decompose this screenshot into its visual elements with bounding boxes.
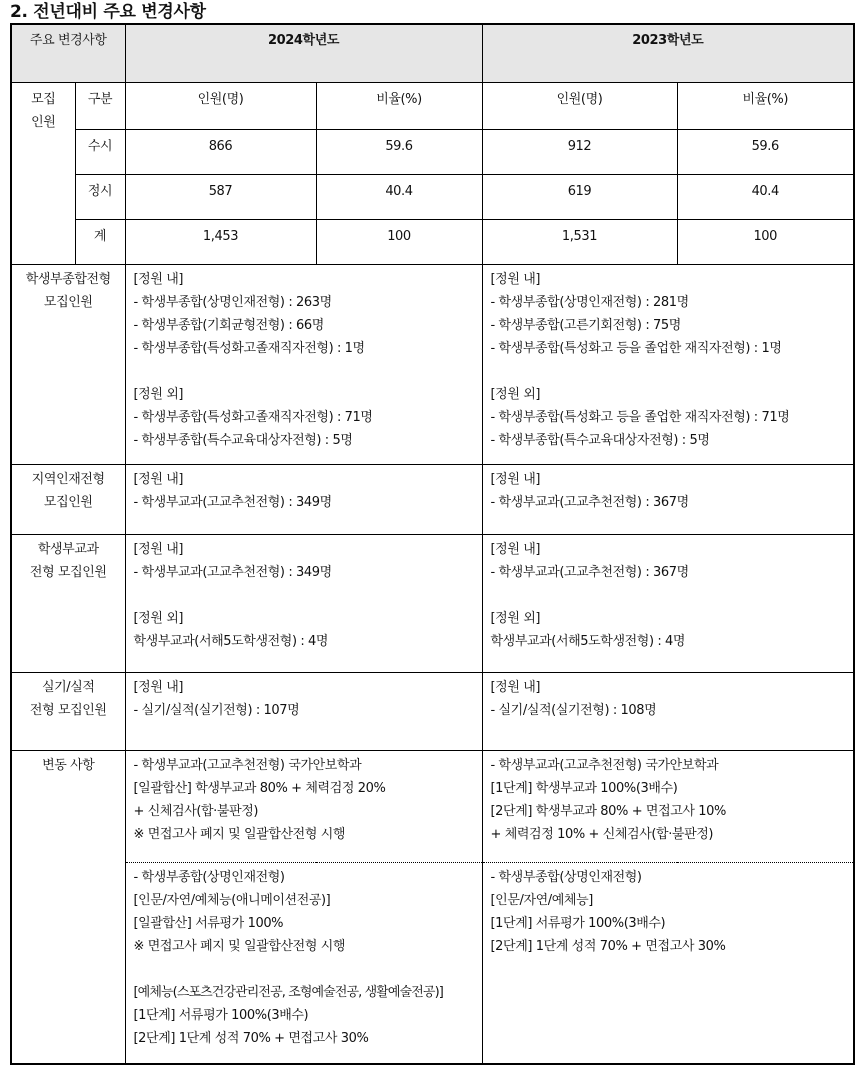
changes-row-1 — [11, 751, 854, 863]
label-line1: 학생부교과 — [37, 542, 99, 557]
subject-label — [11, 535, 125, 673]
text-line: - 학생부교과(고교추천전형) : 349명 — [133, 565, 332, 580]
text-line: - 학생부종합(상명인재전형) : 281명 — [490, 295, 689, 310]
ratio-2024-cell: 100 — [316, 220, 482, 265]
text-line: [인문/자연/예체능(애니메이션전공)] — [133, 893, 331, 908]
header-row — [11, 24, 854, 83]
comprehensive-row — [11, 265, 854, 465]
header-category: 주요 변경사항 — [11, 24, 125, 83]
header-year-2023: 2023학년도 — [482, 24, 854, 83]
recruitment-column-header-row — [11, 83, 854, 130]
spacer — [491, 360, 846, 383]
count-2023-cell: 1,531 — [482, 220, 677, 265]
spacer — [134, 360, 474, 383]
comprehensive-label — [11, 265, 125, 465]
label-line2: 전형 모집인원 — [29, 565, 107, 580]
ratio-2023-cell: 40.4 — [677, 175, 854, 220]
text-line: [정원 내] — [490, 542, 541, 557]
count-header-2023: 인원(명) — [482, 83, 677, 130]
text-line: [정원 외] — [490, 387, 541, 402]
text-line: [1단계] 서류평가 100%(3배수) — [490, 916, 666, 931]
comprehensive-2024 — [125, 265, 482, 465]
count-2023-cell: 912 — [482, 130, 677, 175]
text-line: 학생부교과(서해5도학생전형) : 4명 — [490, 634, 686, 649]
text-line: - 학생부종합(상명인재전형) : 263명 — [133, 295, 332, 310]
spacer — [134, 584, 474, 607]
text-line: [정원 외] — [133, 611, 184, 626]
label-line1: 지역인재전형 — [31, 472, 105, 487]
text-line: - 학생부교과(고교추천전형) 국가안보학과 — [133, 758, 362, 773]
text-line: [일괄합산] 서류평가 100% — [133, 916, 284, 931]
count-2024-cell: 587 — [125, 175, 316, 220]
regional-2023 — [482, 465, 854, 535]
count-2024-cell: 866 — [125, 130, 316, 175]
division-header: 구분 — [75, 83, 125, 130]
changes-2024-part2 — [125, 863, 482, 1064]
text-line: - 학생부종합(상명인재전형) — [490, 870, 642, 885]
text-line: [1단계] 서류평가 100%(3배수) — [133, 1008, 309, 1023]
label-line2: 모집인원 — [43, 495, 93, 510]
text-line: - 학생부종합(특수교육대상자전형) : 5명 — [133, 433, 353, 448]
text-line: [정원 외] — [133, 387, 184, 402]
practical-2023 — [482, 673, 854, 751]
text-line: ※ 면접고사 폐지 및 일괄합산전형 시행 — [133, 827, 346, 842]
recruitment-label-line2: 인원 — [31, 115, 56, 130]
ratio-header-2023: 비율(%) — [677, 83, 854, 130]
text-line: [2단계] 학생부교과 80% + 면접고사 10% — [490, 804, 726, 819]
subject-2024 — [125, 535, 482, 673]
subject-row — [11, 535, 854, 673]
ratio-2023-cell: 100 — [677, 220, 854, 265]
changes-label: 변동 사항 — [11, 751, 125, 1064]
text-line: - 학생부종합(기회균형전형) : 66명 — [133, 318, 324, 333]
header-year-2024: 2024학년도 — [125, 24, 482, 83]
text-line: - 학생부교과(고교추천전형) : 367명 — [490, 495, 689, 510]
text-line: [정원 내] — [133, 272, 184, 287]
text-line: [인문/자연/예체능] — [490, 893, 593, 908]
text-line: + 신체검사(합·불판정) — [133, 804, 259, 819]
text-line: + 체력검정 10% + 신체검사(합·불판정) — [490, 827, 714, 842]
text-line: - 학생부종합(특성화고졸재직자전형) : 71명 — [133, 410, 373, 425]
text-line: [2단계] 1단계 성적 70% + 면접고사 30% — [133, 1031, 369, 1046]
text-line: - 학생부교과(고교추천전형) : 349명 — [133, 495, 332, 510]
text-line: [정원 내] — [490, 272, 541, 287]
text-line: [정원 외] — [490, 611, 541, 626]
count-2023-cell: 619 — [482, 175, 677, 220]
text-line: ※ 면접고사 폐지 및 일괄합산전형 시행 — [133, 939, 346, 954]
comprehensive-2023 — [482, 265, 854, 465]
text-line: - 학생부종합(고른기회전형) : 75명 — [490, 318, 681, 333]
regional-row — [11, 465, 854, 535]
text-line: [정원 내] — [133, 542, 184, 557]
text-line: [예체능(스포츠건강관리전공, 조형예술전공, 생활예술전공)] — [133, 985, 443, 1000]
label-line2: 전형 모집인원 — [29, 703, 107, 718]
changes-2024-part1 — [125, 751, 482, 863]
section-title: 2. 전년대비 주요 변경사항 — [10, 2, 206, 22]
practical-2024 — [125, 673, 482, 751]
table-row — [11, 130, 854, 175]
count-2024-cell: 1,453 — [125, 220, 316, 265]
count-header-2024: 인원(명) — [125, 83, 316, 130]
text-line: [정원 내] — [490, 680, 541, 695]
text-line: [정원 내] — [133, 472, 184, 487]
practical-row — [11, 673, 854, 751]
division-cell: 정시 — [75, 175, 125, 220]
text-line: - 실기/실적(실기전형) : 107명 — [133, 703, 300, 718]
ratio-2024-cell: 40.4 — [316, 175, 482, 220]
text-line: - 학생부교과(고교추천전형) : 367명 — [490, 565, 689, 580]
subject-2023 — [482, 535, 854, 673]
ratio-2024-cell: 59.6 — [316, 130, 482, 175]
text-line: - 실기/실적(실기전형) : 108명 — [490, 703, 657, 718]
table-row-total — [11, 220, 854, 265]
text-line: 학생부교과(서해5도학생전형) : 4명 — [133, 634, 329, 649]
text-line: - 학생부교과(고교추천전형) 국가안보학과 — [490, 758, 719, 773]
spacer — [491, 584, 846, 607]
changes-table — [10, 23, 855, 1065]
label-line1: 실기/실적 — [41, 680, 95, 695]
text-line: - 학생부종합(특성화고졸재직자전형) : 1명 — [133, 341, 365, 356]
label-line2: 모집인원 — [43, 295, 93, 310]
regional-2024 — [125, 465, 482, 535]
text-line: [일괄합산] 학생부교과 80% + 체력검정 20% — [133, 781, 386, 796]
text-line: - 학생부종합(특성화고 등을 졸업한 재직자전형) : 1명 — [490, 341, 782, 356]
changes-2023-part2 — [482, 863, 854, 1064]
spacer — [134, 958, 474, 981]
changes-row-2 — [11, 863, 854, 1064]
division-cell: 수시 — [75, 130, 125, 175]
recruitment-label — [11, 83, 75, 265]
text-line: - 학생부종합(상명인재전형) — [133, 870, 285, 885]
ratio-header-2024: 비율(%) — [316, 83, 482, 130]
ratio-2023-cell: 59.6 — [677, 130, 854, 175]
text-line: [2단계] 1단계 성적 70% + 면접고사 30% — [490, 939, 726, 954]
division-cell: 계 — [75, 220, 125, 265]
text-line: [정원 내] — [133, 680, 184, 695]
recruitment-label-line1: 모집 — [31, 92, 56, 107]
text-line: - 학생부종합(특성화고 등을 졸업한 재직자전형) : 71명 — [490, 410, 790, 425]
table-row — [11, 175, 854, 220]
label-line1: 학생부종합전형 — [25, 272, 111, 287]
text-line: - 학생부종합(특수교육대상자전형) : 5명 — [490, 433, 710, 448]
changes-2023-part1 — [482, 751, 854, 863]
practical-label — [11, 673, 125, 751]
text-line: [정원 내] — [490, 472, 541, 487]
text-line: [1단계] 학생부교과 100%(3배수) — [490, 781, 678, 796]
regional-label — [11, 465, 125, 535]
